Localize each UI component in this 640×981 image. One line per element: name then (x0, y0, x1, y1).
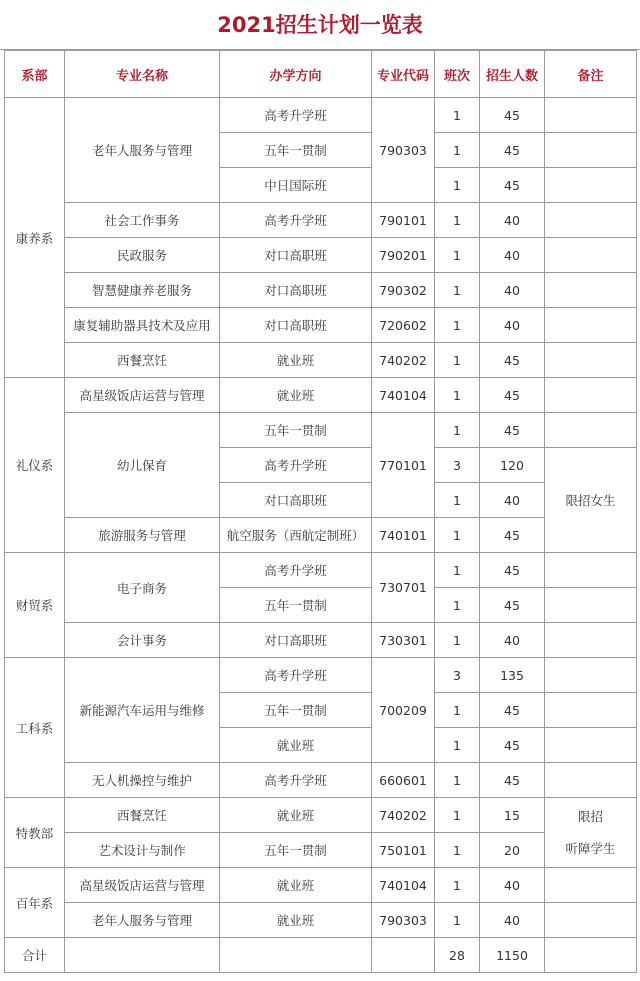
major-cell: 无人机操控与维护 (65, 763, 220, 798)
major-cell: 旅游服务与管理 (65, 518, 220, 553)
direction-cell: 就业班 (220, 378, 372, 413)
table-row (5, 273, 637, 308)
notes-cell (545, 658, 637, 693)
classes-cell: 1 (435, 693, 480, 728)
table-row (5, 553, 637, 588)
students-cell: 45 (480, 413, 545, 448)
classes-cell: 1 (435, 98, 480, 133)
major-cell: 电子商务 (65, 553, 220, 623)
table-row (5, 238, 637, 273)
direction-cell: 五年一贯制 (220, 413, 372, 448)
major-cell: 民政服务 (65, 238, 220, 273)
department-cell: 礼仪系 (5, 378, 65, 553)
notes-cell (545, 588, 637, 623)
classes-cell: 1 (435, 798, 480, 833)
table-row (5, 658, 637, 693)
classes-cell: 1 (435, 133, 480, 168)
major-cell: 高星级饭店运营与管理 (65, 868, 220, 903)
header-students: 招生人数 (480, 51, 545, 98)
direction-cell: 航空服务（西航定制班） (220, 518, 372, 553)
code-cell: 790302 (372, 273, 435, 308)
classes-cell: 1 (435, 518, 480, 553)
students-cell: 45 (480, 763, 545, 798)
direction-cell: 就业班 (220, 798, 372, 833)
direction-cell: 就业班 (220, 343, 372, 378)
notes-cell (545, 413, 637, 448)
notes-cell (545, 378, 637, 413)
table-row (5, 518, 637, 553)
table-row (5, 833, 637, 868)
direction-cell: 五年一贯制 (220, 133, 372, 168)
students-cell: 40 (480, 868, 545, 903)
notes-cell (545, 98, 637, 133)
direction-cell: 对口高职班 (220, 273, 372, 308)
direction-cell: 就业班 (220, 903, 372, 938)
students-cell: 45 (480, 343, 545, 378)
notes-cell: 限招女生 (545, 448, 637, 553)
classes-cell: 1 (435, 833, 480, 868)
direction-cell: 对口高职班 (220, 623, 372, 658)
students-cell: 40 (480, 203, 545, 238)
students-cell: 45 (480, 693, 545, 728)
classes-cell: 1 (435, 553, 480, 588)
students-cell: 45 (480, 378, 545, 413)
department-cell: 财贸系 (5, 553, 65, 658)
classes-cell: 1 (435, 308, 480, 343)
table-row (5, 343, 637, 378)
major-cell: 老年人服务与管理 (65, 903, 220, 938)
direction-cell: 高考升学班 (220, 763, 372, 798)
major-cell: 智慧健康养老服务 (65, 273, 220, 308)
department-cell: 工科系 (5, 658, 65, 798)
header-major: 专业名称 (65, 51, 220, 98)
notes-cell (545, 133, 637, 168)
table-row (5, 413, 637, 448)
students-cell: 40 (480, 238, 545, 273)
department-cell: 康养系 (5, 98, 65, 378)
total-students: 1150 (480, 938, 545, 973)
code-cell: 790201 (372, 238, 435, 273)
header-row (5, 51, 637, 98)
students-cell: 40 (480, 903, 545, 938)
table-row (5, 203, 637, 238)
students-cell: 45 (480, 553, 545, 588)
direction-cell: 高考升学班 (220, 98, 372, 133)
direction-cell: 对口高职班 (220, 308, 372, 343)
major-cell: 西餐烹饪 (65, 798, 220, 833)
header-notes: 备注 (545, 51, 637, 98)
notes-cell (545, 798, 637, 868)
code-cell: 790101 (372, 203, 435, 238)
major-cell: 新能源汽车运用与维修 (65, 658, 220, 763)
notes-cell (545, 868, 637, 903)
page-title: 2021招生计划一览表 (0, 0, 640, 50)
direction-cell: 就业班 (220, 728, 372, 763)
direction-cell: 对口高职班 (220, 483, 372, 518)
notes-cell (545, 553, 637, 588)
classes-cell: 1 (435, 483, 480, 518)
notes-cell (545, 728, 637, 763)
students-cell: 45 (480, 728, 545, 763)
notes-cell (545, 343, 637, 378)
students-cell: 40 (480, 483, 545, 518)
code-cell: 740101 (372, 518, 435, 553)
notes-cell (545, 693, 637, 728)
students-cell: 40 (480, 273, 545, 308)
code-cell: 740202 (372, 343, 435, 378)
students-cell: 120 (480, 448, 545, 483)
major-cell: 艺术设计与制作 (65, 833, 220, 868)
code-cell: 740104 (372, 868, 435, 903)
classes-cell: 1 (435, 273, 480, 308)
students-cell: 45 (480, 98, 545, 133)
total-row (5, 938, 637, 973)
direction-cell: 五年一贯制 (220, 833, 372, 868)
major-cell: 幼儿保育 (65, 413, 220, 518)
direction-cell: 中日国际班 (220, 168, 372, 203)
classes-cell: 1 (435, 168, 480, 203)
students-cell: 40 (480, 308, 545, 343)
students-cell: 40 (480, 623, 545, 658)
students-cell: 15 (480, 798, 545, 833)
major-cell: 高星级饭店运营与管理 (65, 378, 220, 413)
students-cell: 45 (480, 518, 545, 553)
direction-cell: 对口高职班 (220, 238, 372, 273)
code-cell: 740202 (372, 798, 435, 833)
students-cell: 45 (480, 588, 545, 623)
notes-cell (545, 168, 637, 203)
code-cell: 730301 (372, 623, 435, 658)
header-classes: 班次 (435, 51, 480, 98)
direction-cell: 高考升学班 (220, 448, 372, 483)
classes-cell: 1 (435, 413, 480, 448)
header-department: 系部 (5, 51, 65, 98)
code-cell: 790303 (372, 98, 435, 203)
direction-cell: 高考升学班 (220, 658, 372, 693)
classes-cell: 1 (435, 378, 480, 413)
major-cell: 社会工作事务 (65, 203, 220, 238)
code-cell (372, 938, 435, 973)
direction-cell (220, 938, 372, 973)
department-cell: 特教部 (5, 798, 65, 868)
direction-cell: 高考升学班 (220, 553, 372, 588)
code-cell: 750101 (372, 833, 435, 868)
notes-cell (545, 238, 637, 273)
table-row (5, 308, 637, 343)
enrollment-table (4, 50, 637, 973)
table-row (5, 903, 637, 938)
note-line: 限招 (577, 808, 603, 824)
major-cell: 老年人服务与管理 (65, 98, 220, 203)
total-label: 合计 (5, 938, 65, 973)
classes-cell: 1 (435, 588, 480, 623)
major-cell: 会计事务 (65, 623, 220, 658)
notes-cell (545, 273, 637, 308)
header-code: 专业代码 (372, 51, 435, 98)
major-cell: 康复辅助器具技术及应用 (65, 308, 220, 343)
table-row (5, 623, 637, 658)
code-cell: 660601 (372, 763, 435, 798)
classes-cell: 1 (435, 343, 480, 378)
direction-cell: 高考升学班 (220, 203, 372, 238)
department-cell: 百年系 (5, 868, 65, 938)
code-cell: 770101 (372, 413, 435, 518)
classes-cell: 1 (435, 623, 480, 658)
classes-cell: 1 (435, 203, 480, 238)
notes-cell (545, 938, 637, 973)
table-row (5, 868, 637, 903)
classes-cell: 1 (435, 763, 480, 798)
direction-cell: 五年一贯制 (220, 588, 372, 623)
notes-cell (545, 203, 637, 238)
code-cell: 790303 (372, 903, 435, 938)
classes-cell: 3 (435, 658, 480, 693)
major-cell: 西餐烹饪 (65, 343, 220, 378)
table-row (5, 378, 637, 413)
header-direction: 办学方向 (220, 51, 372, 98)
students-cell: 45 (480, 168, 545, 203)
students-cell: 45 (480, 133, 545, 168)
note-line: 听障学生 (565, 840, 616, 856)
code-cell: 720602 (372, 308, 435, 343)
notes-cell (545, 308, 637, 343)
notes-cell (545, 903, 637, 938)
classes-cell: 3 (435, 448, 480, 483)
code-cell: 730701 (372, 553, 435, 623)
table-row (5, 763, 637, 798)
classes-cell: 1 (435, 728, 480, 763)
table-row (5, 798, 637, 833)
code-cell: 740104 (372, 378, 435, 413)
code-cell: 700209 (372, 658, 435, 763)
students-cell: 20 (480, 833, 545, 868)
major-cell (65, 938, 220, 973)
direction-cell: 就业班 (220, 868, 372, 903)
total-classes: 28 (435, 938, 480, 973)
notes-cell (545, 623, 637, 658)
classes-cell: 1 (435, 868, 480, 903)
classes-cell: 1 (435, 903, 480, 938)
classes-cell: 1 (435, 238, 480, 273)
notes-cell (545, 763, 637, 798)
direction-cell: 五年一贯制 (220, 693, 372, 728)
students-cell: 135 (480, 658, 545, 693)
table-row (5, 98, 637, 133)
